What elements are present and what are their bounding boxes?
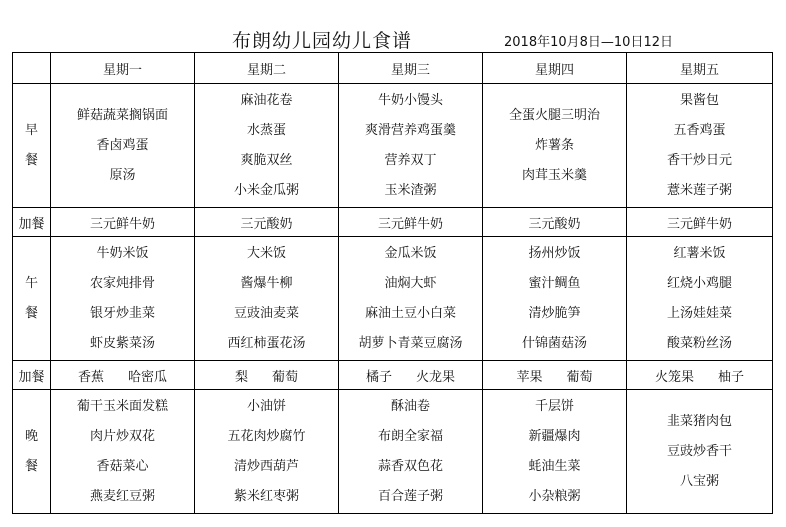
dish-item: 红薯米饭 (673, 245, 726, 261)
day-header: 星期三 (339, 53, 483, 84)
dish-item: 扬州炒饭 (528, 245, 581, 261)
snack-item: 三元鲜牛奶 (666, 216, 732, 232)
dinner-row (13, 390, 773, 514)
menu-cell (51, 237, 195, 361)
snack-item: 三元鲜牛奶 (89, 216, 155, 232)
date-range: 2018年10月8日—10日12日 (504, 35, 673, 50)
menu-cell (339, 237, 483, 361)
menu-cell (195, 390, 339, 514)
dish-item: 果酱包 (679, 92, 719, 108)
meal-label-dinner (13, 390, 51, 514)
corner-cell (13, 53, 51, 84)
snack-item: 三元鲜牛奶 (377, 216, 443, 232)
snack-item: 火龙果 (416, 369, 456, 385)
snack-items (51, 213, 194, 232)
day-header: 星期四 (483, 53, 627, 84)
snack-item: 葡萄 (566, 369, 593, 385)
snack-item: 葡萄 (272, 369, 299, 385)
dish-item: 蒜香双色花 (377, 458, 443, 474)
dish-item: 银牙炒韭菜 (89, 305, 155, 321)
snack-item: 梨 (234, 369, 248, 385)
snack-items (195, 366, 338, 385)
dish-item: 红烧小鸡腿 (666, 275, 732, 291)
menu-cell (339, 390, 483, 514)
dish-item: 金瓜米饭 (384, 245, 437, 261)
meal-label-char: 午 (24, 275, 38, 291)
snack-cell (195, 208, 339, 237)
menu-cell (195, 237, 339, 361)
dish-item: 麻油花卷 (240, 92, 293, 108)
page-title: 布朗幼儿园幼儿食谱 (232, 30, 413, 52)
snack-cell (339, 208, 483, 237)
dish-item: 鲜菇蔬菜搁锅面 (76, 107, 168, 123)
dish-item: 清炒脆笋 (528, 305, 581, 321)
day-header: 星期二 (195, 53, 339, 84)
lunch-row (13, 237, 773, 361)
dish-item: 油焖大虾 (384, 275, 437, 291)
menu-cell (627, 84, 773, 208)
snack-items (339, 366, 482, 385)
dish-item: 千层饼 (534, 398, 574, 414)
snack-item: 柚子 (718, 369, 745, 385)
dish-item: 百合莲子粥 (377, 488, 443, 504)
dish-item: 炸薯条 (534, 137, 574, 153)
meal-label-breakfast (13, 84, 51, 208)
dish-item: 香卤鸡蛋 (96, 137, 149, 153)
dish-item: 什锦菌菇汤 (521, 335, 587, 351)
dish-item: 麻油土豆小白菜 (364, 305, 456, 321)
snack-item: 橘子 (365, 369, 392, 385)
dish-item: 新疆爆肉 (528, 428, 581, 444)
snack-items (483, 213, 626, 232)
meal-label-char: 餐 (24, 305, 38, 321)
snack-cell (627, 208, 773, 237)
dish-item: 紫米红枣粥 (233, 488, 299, 504)
menu-cell (627, 237, 773, 361)
snack-cell (195, 361, 339, 390)
dish-item: 西红柿蛋花汤 (227, 335, 306, 351)
dish-item: 薏米莲子粥 (666, 182, 732, 198)
dish-item: 布朗全家福 (377, 428, 443, 444)
dish-item: 大米饭 (246, 245, 286, 261)
dish-item: 爽脆双丝 (240, 152, 293, 168)
dish-item: 水蒸蛋 (246, 122, 286, 138)
snack-item: 三元酸奶 (528, 216, 581, 232)
dish-item: 牛奶米饭 (96, 245, 149, 261)
day-header: 星期一 (51, 53, 195, 84)
menu-cell (339, 84, 483, 208)
dish-item: 八宝粥 (679, 473, 719, 489)
dish-item: 香干炒日元 (666, 152, 732, 168)
dish-item: 肉片炒双花 (89, 428, 155, 444)
dish-item: 牛奶小馒头 (377, 92, 443, 108)
meal-label-lunch (13, 237, 51, 361)
menu-cell (627, 390, 773, 514)
menu-cell (483, 237, 627, 361)
dish-item: 胡萝卜青菜豆腐汤 (358, 335, 463, 351)
dish-item: 小杂粮粥 (528, 488, 581, 504)
snack-cell (627, 361, 773, 390)
menu-cell (195, 84, 339, 208)
snack-items (51, 366, 194, 385)
dish-item: 上汤娃娃菜 (666, 305, 732, 321)
breakfast-row (13, 84, 773, 208)
menu-cell (483, 84, 627, 208)
snack-cell (483, 361, 627, 390)
dish-item: 蚝油生菜 (528, 458, 581, 474)
dish-item: 蜜汁鲷鱼 (528, 275, 581, 291)
snack-item: 火笼果 (654, 369, 694, 385)
dish-item: 豆豉油麦菜 (233, 305, 299, 321)
meal-label-char: 晚 (24, 428, 38, 444)
dish-item: 全蛋火腿三明治 (508, 107, 600, 123)
dish-item: 小油饼 (246, 398, 286, 414)
snack-item: 三元酸奶 (240, 216, 293, 232)
snack-am-row (13, 208, 773, 237)
menu-cell (483, 390, 627, 514)
snack-items (195, 213, 338, 232)
meal-label-char: 餐 (24, 152, 38, 168)
snack-item: 苹果 (516, 369, 543, 385)
dish-item: 爽滑营养鸡蛋羹 (364, 122, 456, 138)
meal-label-char: 早 (24, 122, 38, 138)
snack-items (627, 366, 772, 385)
dish-item: 营养双丁 (384, 152, 437, 168)
dish-item: 酥油卷 (390, 398, 430, 414)
menu-cell (51, 390, 195, 514)
dish-item: 清炒西葫芦 (233, 458, 299, 474)
meal-label-snack: 加餐 (13, 361, 51, 390)
snack-cell (51, 361, 195, 390)
dish-item: 五花肉炒腐竹 (227, 428, 306, 444)
day-header: 星期五 (627, 53, 773, 84)
dish-item: 肉茸玉米羹 (521, 167, 587, 183)
snack-cell (51, 208, 195, 237)
snack-cell (339, 361, 483, 390)
dish-item: 香菇菜心 (96, 458, 149, 474)
dish-item: 五香鸡蛋 (673, 122, 726, 138)
dish-item: 小米金瓜粥 (233, 182, 299, 198)
dish-item: 农家炖排骨 (89, 275, 155, 291)
menu-table (12, 52, 773, 514)
dish-item: 原汤 (109, 167, 136, 183)
dish-item: 韭菜猪肉包 (666, 413, 732, 429)
snack-cell (483, 208, 627, 237)
header-row (13, 53, 773, 84)
snack-items (339, 213, 482, 232)
menu-cell (51, 84, 195, 208)
dish-item: 虾皮紫菜汤 (89, 335, 155, 351)
snack-item: 哈密瓜 (128, 369, 168, 385)
meal-label-snack: 加餐 (13, 208, 51, 237)
meal-label-char: 餐 (24, 458, 38, 474)
dish-item: 豆豉炒香干 (666, 443, 732, 459)
snack-pm-row (13, 361, 773, 390)
snack-items (483, 366, 626, 385)
dish-item: 葡干玉米面发糕 (76, 398, 168, 414)
snack-items (627, 213, 772, 232)
dish-item: 燕麦红豆粥 (89, 488, 155, 504)
snack-item: 香蕉 (77, 369, 104, 385)
dish-item: 酱爆牛柳 (240, 275, 293, 291)
dish-item: 玉米渣粥 (384, 182, 437, 198)
dish-item: 酸菜粉丝汤 (666, 335, 732, 351)
